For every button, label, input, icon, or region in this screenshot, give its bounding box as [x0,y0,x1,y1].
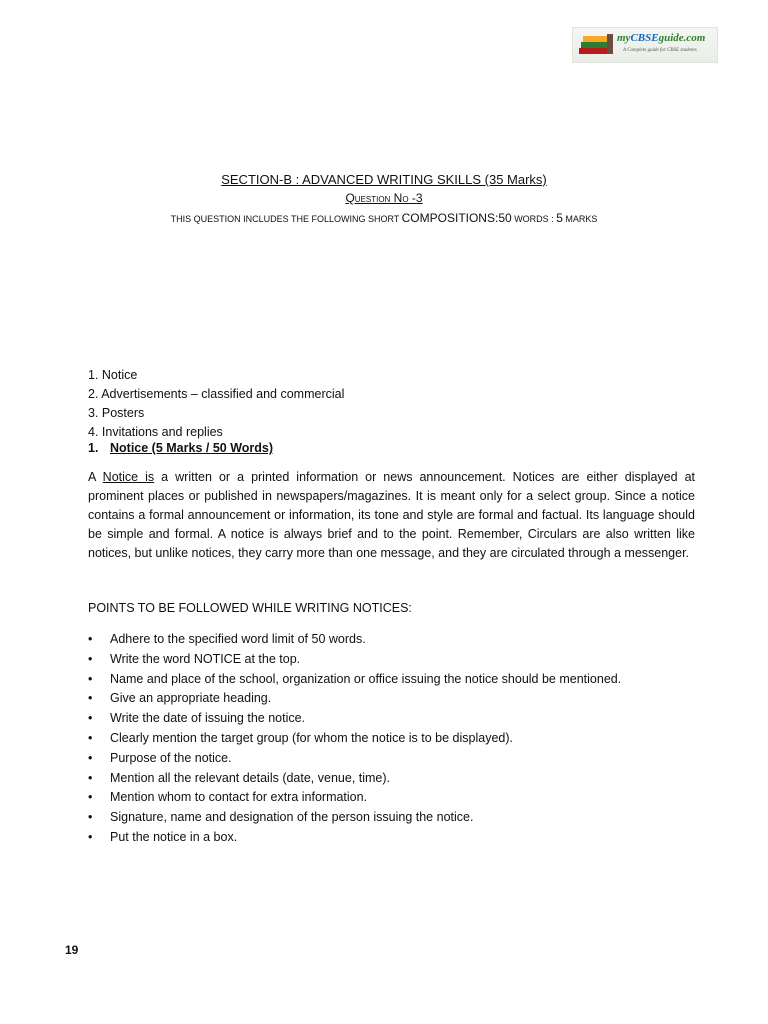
points-list [88,630,708,848]
list-item: • Clearly mention the target group (for whom the notice is to be displayed). [88,729,708,749]
list-item: • Mention all the relevant details (date, venue, time). [88,769,708,789]
bullet-icon: • [88,750,93,765]
logo-tagline: A Complete guide for CBSE students [623,48,697,53]
bullet-icon: • [88,770,93,785]
points-title: POINTS TO BE FOLLOWED WHILE WRITING NOTICES: [88,601,412,615]
logo-brand: myCBSEguide.com [617,32,706,44]
list-item: • Signature, name and designation of the person issuing the notice. [88,808,708,828]
mycbseguide-logo [572,27,718,63]
list-item: 1. Notice [88,368,138,382]
list-item: • Write the word NOTICE at the top. [88,650,708,670]
bullet-icon: • [88,829,93,844]
list-item: • Purpose of the notice. [88,749,708,769]
books-icon [577,32,615,58]
list-item: • Give an appropriate heading. [88,689,708,709]
list-item: 3. Posters [88,406,145,420]
bullet-icon: • [88,632,93,646]
section-title: SECTION-B : ADVANCED WRITING SKILLS (35 Marks) [221,172,547,187]
list-item: • Put the notice in a box. [88,828,708,848]
list-item: • Adhere to the specified word limit of 50 words. [88,630,708,650]
bullet-icon: • [88,651,93,666]
question-number: Question No -3 [345,191,423,205]
list-item: 4. Invitations and replies [88,425,223,439]
bullet-icon: • [88,671,93,686]
notice-heading: 1. Notice (5 Marks / 50 Words) [88,441,274,455]
composition-list [88,366,344,442]
list-item: • Name and place of the school, organization or office issuing the notice should be mentioned. [88,670,708,690]
bullet-icon: • [88,810,93,825]
bullet-icon: • [88,711,93,726]
notice-definition-paragraph: A Notice is a written or a printed information or news announcement. Notices are either displayed at prominent places or published in newspapers/magazines. It is meant only for a select group. Since a notice contains a formal announcement or information, its tone and style are formal and factual. Its language should be simple and formal. A notice is always brief and to the point. Remember, Circulars are also written like notices, but unlike notices, they carry more than one message, and they are circulated through a messenger. [88,470,695,560]
list-item: • Write the date of issuing the notice. [88,709,708,729]
bullet-icon: • [88,790,93,805]
bullet-icon: • [88,691,93,706]
bullet-icon: • [88,730,93,745]
question-includes-line: THIS QUESTION INCLUDES THE FOLLOWING SHORT COMPOSITIONS:50 WORDS : 5 MARKS [170,211,598,225]
page-number: 19 [65,943,79,957]
list-item: • Mention whom to contact for extra information. [88,788,708,808]
list-item: 2. Advertisements – classified and commercial [88,387,345,401]
